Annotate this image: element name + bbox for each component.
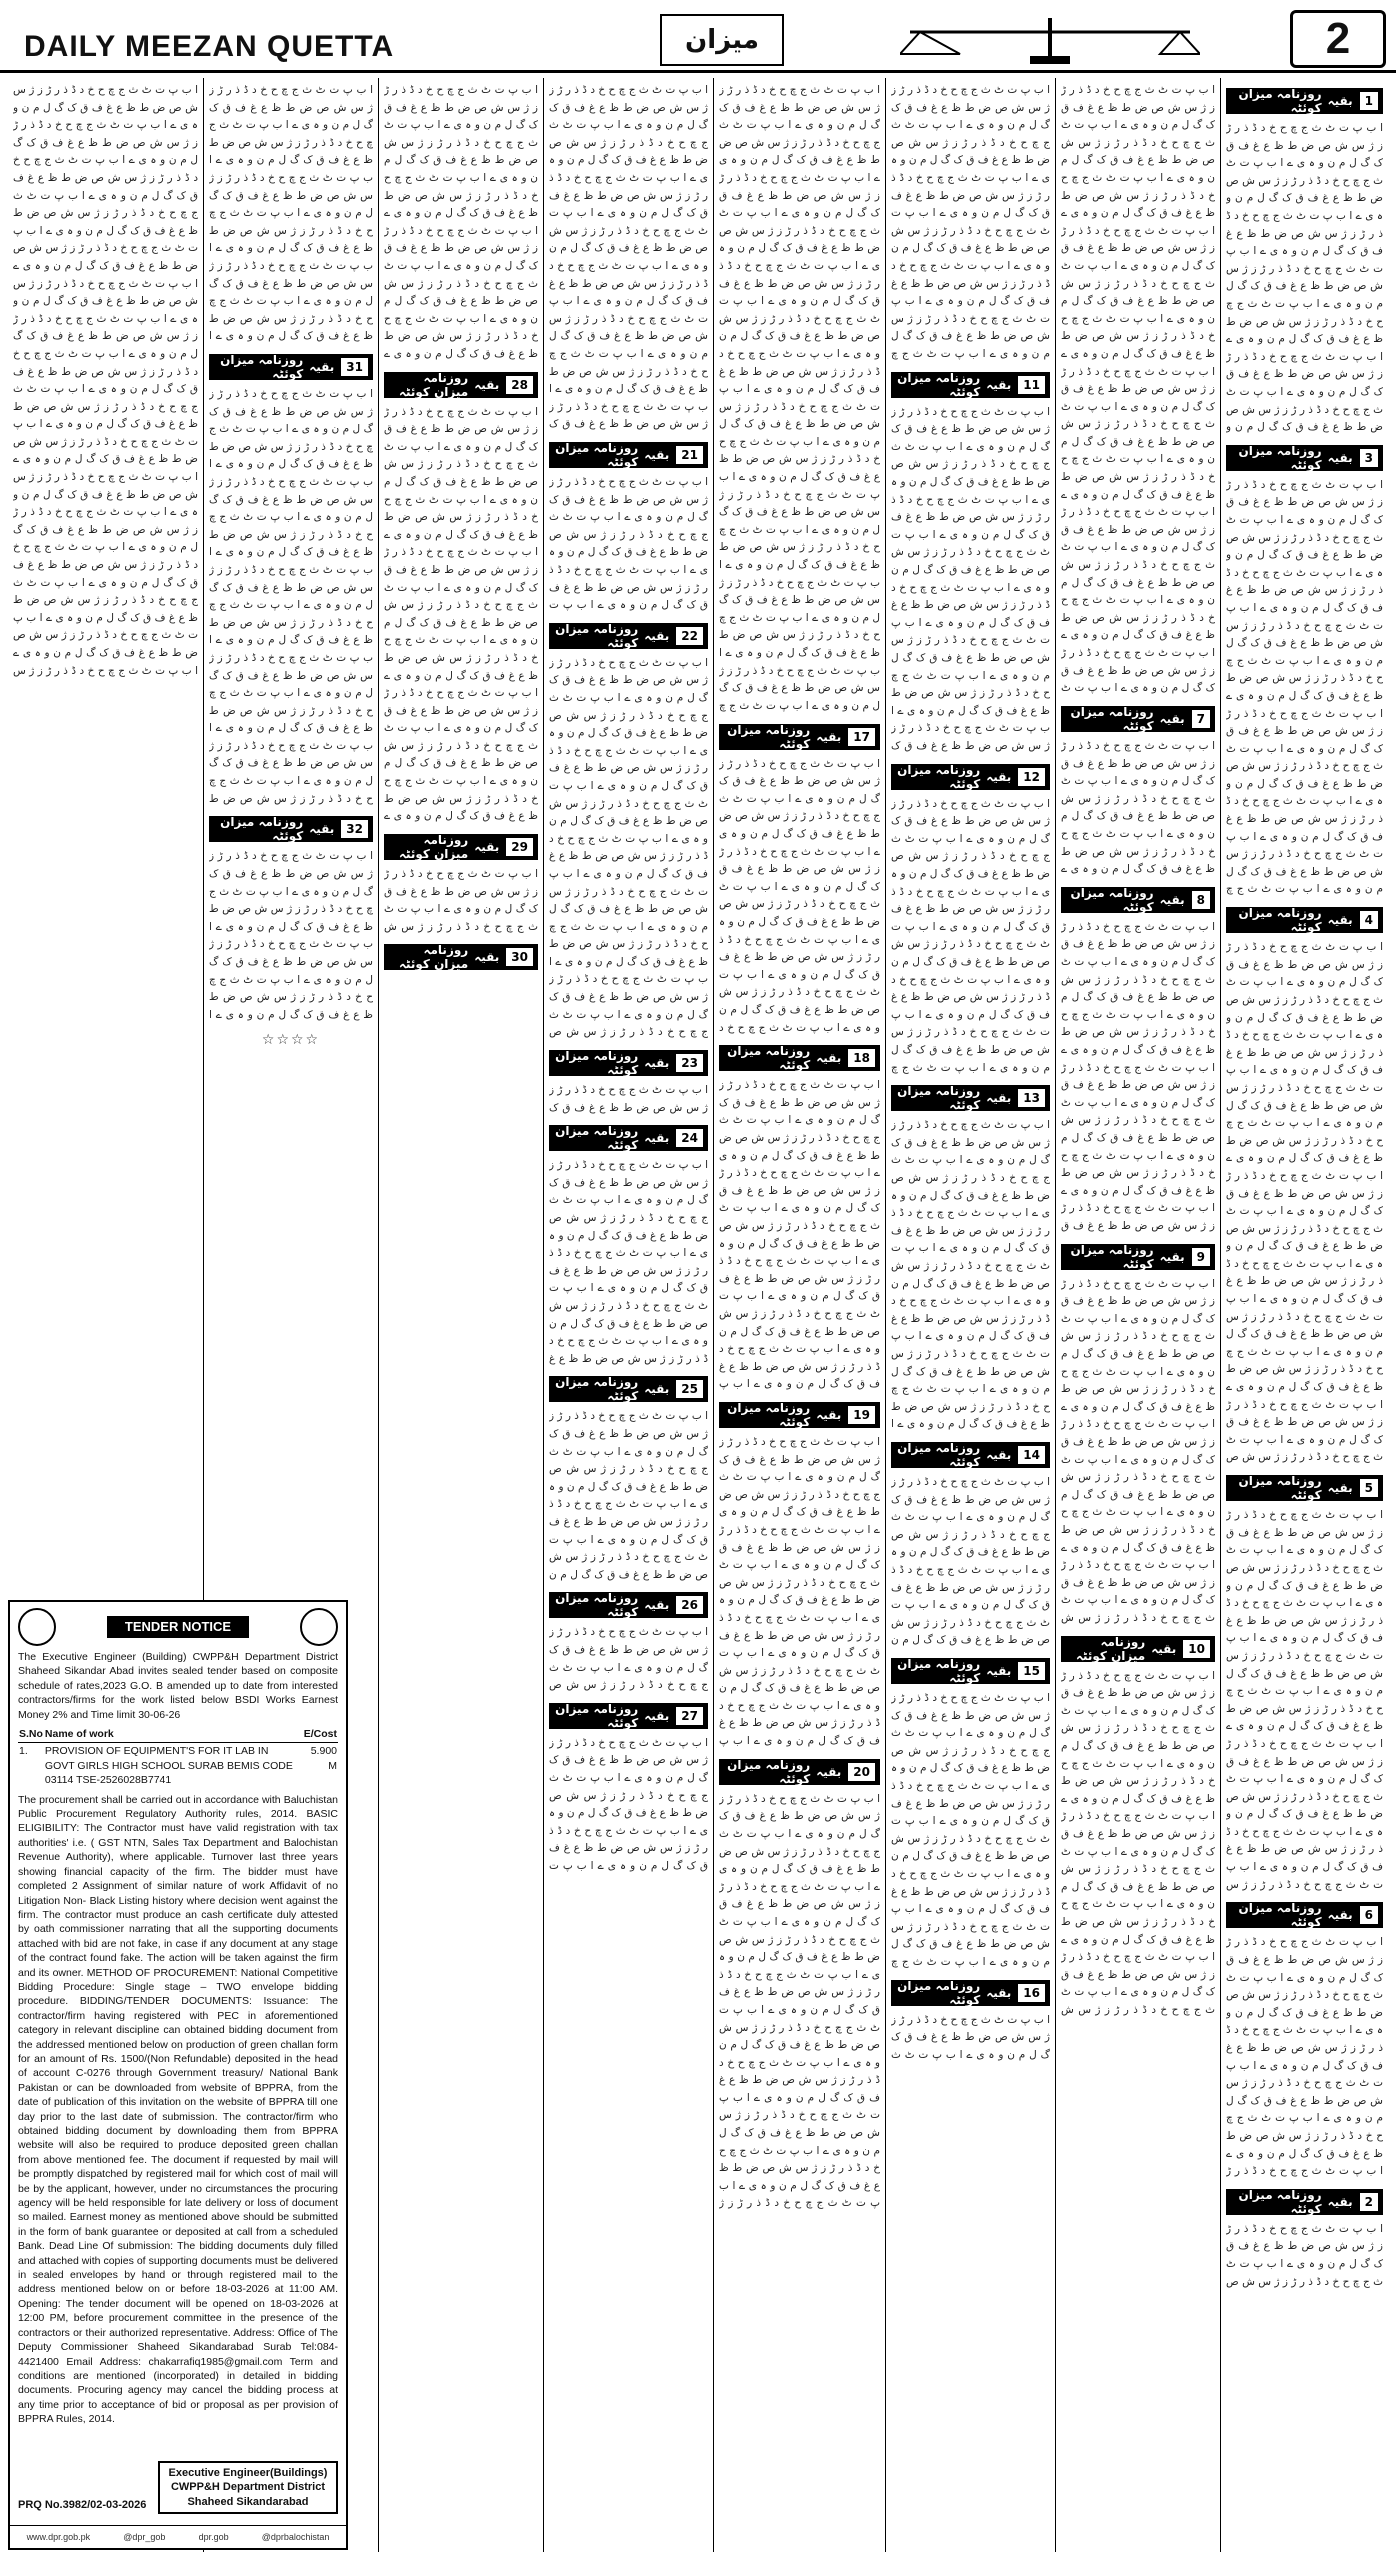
continuation-paper-name: روزنامہ میزان کوئٹہ <box>1238 87 1322 115</box>
continuation-number: 22 <box>675 626 704 646</box>
continuation-paper-name: روزنامہ میزان کوئٹہ <box>727 1400 811 1429</box>
continuation-paper-name: روزنامہ میزان کوئٹہ <box>897 1084 981 1113</box>
continuation-paper-name: روزنامہ میزان کوئٹہ <box>398 832 469 861</box>
article-text: ا ب پ ت ٹ ث ج چ ح خ د ڈ ذ ر ڑ ز ژ س ش ص ض ط ظ ع غ ف ق ک گ ل م ن و ہ ی ے ا ب پ ت ٹ ث ج چ ح خ د ڈ ذ ر ڑ ز ژ س ش ص ض ط ظ ع غ ف ق ک گ ل م ن و ہ ی ے ا ب پ ت ٹ ث ج چ ح خ د ڈ ذ ر ڑ ز ژ س ش ص ض ط ظ ع غ ف ق ک گ ل م ن و ہ ی ے ا ب پ ت ٹ ث ج چ ح خ د ڈ ذ ر ڑ ز ژ س ش ص ض ط ظ ع غ ف ق ک گ ل م ن و ہ ی ے ا ب پ ت ٹ ث ج چ ح خ د ڈ ذ ر ڑ ز ژ س ش ص ض ط ظ ع غ ف ق ک گ ل م ن و ہ ی ے ا ب پ ت ٹ ث ج چ ح خ د ڈ ذ ر ڑ ز ژ س ش ص ض ط ظ ع غ ف ق ک گ ل م ن و ہ ی ے ا ب پ ت ٹ ث ج چ ح خ د ڈ ذ ر ڑ ز ژ س ش ص ض ط ظ ع غ ف ق ک گ ل م ن و ہ ی ے ا ب پ ت ٹ ث ج چ ح خ د ڈ ذ ر ڑ ز ژ س ش ص ض ط ظ ع غ ف ق ک <box>891 405 1050 752</box>
table-header-cost: E/Cost <box>301 1726 338 1743</box>
table-header-sno: S.No <box>18 1726 44 1743</box>
continuation-label <box>549 1703 708 1729</box>
continuation-label <box>549 1050 708 1076</box>
continuation-prefix: بقیہ <box>986 1447 1012 1462</box>
article-text: ا ب پ ت ٹ ث ج چ ح خ د ڈ ذ ر ڑ ز ژ س ش ص ض ط ظ ع غ ف ق ک گ ل م ن و ہ ی ے ا ب پ ت ٹ ث ج چ ح خ د ڈ ذ ر ڑ ز ژ س ش ص ض ط ظ ع غ ف ق ک گ ل م ن و ہ ی ے ا ب پ ت ٹ ث ج چ ح خ د ڈ ذ ر ڑ ز ژ س ش ص ض ط ظ ع غ ف ق ک گ ل م ن و ہ ی ے ا ب پ ت ٹ ث ج چ ح خ د ڈ ذ ر ڑ ز ژ س ش ص ض ط ظ ع غ ف ق ک گ ل م ن و ہ ی ے ا ب پ ت ٹ ث ج چ ح خ د ڈ ذ ر ڑ ز ژ س ش ص ض ط ظ ع غ ف ق ک گ ل م ن و ہ ی ے ا ب پ ت ٹ ث ج چ ح خ د ڈ ذ ر ڑ ز ژ س ش ص ض ط ظ ع غ ف ق ک گ ل م ن و ہ ی ے ا ب پ ت ٹ ث ج چ ح خ د ڈ ذ ر ڑ ز ژ س ش ص ض ط ظ ع غ ف ق ک گ ل م ن و ہ ی ے ا ب پ ت ٹ ث ج چ ح خ د ڈ ذ ر ڑ ز ژ س ش ص ض ط ظ ع غ ف ق ک گ ل م ن و ہ ی ے ا ب پ ت ٹ ث ج چ ح خ د ڈ ذ ر ڑ ز ژ س ش ص ض ط ظ ع غ ف ق ک گ ل م ن و ہ ی ے ا ب پ ت ٹ ث ج چ ح خ د ڈ ذ ر ڑ ز ژ س ش ص ض ط ظ ع غ ف ق ک گ ل م ن و ہ ی ے ا ب پ ت ٹ ث ج چ ح خ د ڈ ذ ر ڑ ز ژ س ش ص ض ط ظ ع غ ف ق ک گ ل م ن و ہ ی ے ا ب پ ت ٹ ث ج چ ح خ د ڈ ذ ر ڑ ز ژ س ش ص <box>1226 941 1383 1464</box>
continuation-number: 1 <box>1359 91 1379 111</box>
continuation-label <box>891 1085 1050 1111</box>
continuation-number: 2 <box>1359 2192 1379 2212</box>
newspaper-title: DAILY MEEZAN QUETTA <box>24 30 395 63</box>
column-4 <box>713 78 885 2552</box>
continuation-prefix: بقیہ <box>816 1407 842 1422</box>
column-6 <box>378 78 543 2552</box>
article-text: ا ب پ ت ٹ ث ج چ ح خ د ڈ ذ ر ڑ ز ژ س ش ص ض ط ظ ع غ ف ق ک گ ل م ن و ہ ی ے ا ب پ ت ٹ ث ج چ ح خ د ڈ ذ ر ڑ ز ژ س ش ص ض ط ظ ع غ ف ق ک گ ل م ن و ہ ی ے ا ب پ ت ٹ ث ج چ ح خ د ڈ ذ ر ڑ ز ژ س ش ص ض ط ظ ع غ ف ق ک گ ل م ن و ہ ی ے ا ب پ ت ٹ ث ج چ ح خ د ڈ ذ ر ڑ ز ژ س ش ص ض ط ظ ع غ ف ق ک گ ل م ن <box>549 1410 708 1581</box>
continuation-paper-name: روزنامہ میزان کوئٹہ <box>555 1375 639 1404</box>
footer-twitter-handle[interactable]: @dpr_gob <box>123 2531 166 2542</box>
continuation-paper-name: روزنامہ میزان کوئٹہ <box>1070 885 1154 914</box>
continuation-paper-name: روزنامہ میزان کوئٹہ <box>897 370 981 399</box>
continuation-label <box>891 1658 1050 1684</box>
continuation-number: 5 <box>1359 1478 1379 1498</box>
continuation-paper-name: روزنامہ میزان کوئٹہ <box>555 1591 639 1620</box>
tender-intro: The Executive Engineer (Building) CWPP&H Department District Shaheed Sikandar Abad invites sealed tender based on composite schedule of rates,2023 G.O. B amended up to date from interested contractors/firms for the work listed below BSDI Works Earnest Money 2% and Time limit 30-06-26 <box>18 1651 338 1721</box>
continuation-paper-name: روزنامہ میزان کوئٹہ <box>1238 906 1322 935</box>
section-divider-stars: ☆☆☆☆ <box>261 1032 321 1049</box>
continuation-label <box>1226 1902 1383 1928</box>
article-text: ا ب پ ت ٹ ث ج چ ح خ د ڈ ذ ر ڑ ز ژ س ش ص ض ط ظ ع غ ف ق ک گ ل م ن و ہ ی ے ا ب پ ت ٹ ث ج چ ح خ د ڈ ذ ر ڑ ز ژ س ش ص ض ط ظ ع غ ف ق ک گ ل م ن و ہ ی ے ا ب پ ت ٹ ث ج چ ح خ د ڈ ذ ر ڑ ز ژ س ش ص ض ط ظ ع غ ف ق ک گ ل م ن و ہ ی ے ا ب پ ت ٹ ث ج چ ح خ د ڈ ذ ر ڑ ز ژ س ش ص ض ط ظ ع غ ف ق ک گ ل م ن و ہ ی ے ا ب پ ت ٹ ث ج چ ح خ د ڈ ذ ر ڑ ز ژ س ش ص ض ط ظ ع غ ف ق ک گ ل م ن و ہ ی ے ا ب پ ت ٹ ث ج چ ح خ د ڈ ذ ر ڑ ز ژ س ش ص ض ط ظ ع غ ف ق ک گ ل م ن و ہ ی ے ا ب پ ت ٹ ث ج چ ح خ د ڈ ذ ر ڑ ز ژ س ش ص ض ط ظ ع غ ف ق ک گ ل م ن و ہ ی ے ا ب پ ت ٹ ث ج چ ح خ د ڈ ذ ر ڑ ز ژ س ش ص ض ط ظ ع غ ف ق ک گ ل م ن و ہ ی ے ا ب پ ت ٹ ث ج چ ح خ د ڈ ذ ر ڑ ز ژ س ش ص ض ط ظ ع غ ف ق ک گ ل م ن و ہ ی ے ا ب پ ت ٹ ث ج چ ح خ د ڈ ذ ر ڑ ز ژ س ش ص ض ط ظ ع غ ف ق ک گ ل م ن و ہ ی ے ا ب پ ت ٹ ث ج چ ح خ د ڈ ذ ر ڑ ز ژ س ش ص ض ط ظ ع غ ف ق ک گ ل م ن و ہ ی ے ا ب پ ت ٹ ث ج چ ح خ د ڈ ذ ر ڑ ز ژ س ش ص ض ط ظ ع غ ف ق ک گ ل م ن و ہ ی ے ا ب پ ت ٹ ث ج چ ح خ د ڈ ذ ر ڑ ز ژ س ش ص ض ط ظ ع غ ف ق ک گ ل م ن و ہ ی ے ا ب پ ت ٹ ث ج چ ح خ د ڈ ذ ر ڑ ز ژ س ش ص ض ط ظ ع غ ف ق ک گ ل م ن و ہ ی ے ا ب پ ت ٹ ث ج چ ح خ د ڈ ذ ر ڑ ز ژ س ش ص ض ط ظ ع غ ف ق ک گ ل م ن و ہ ی ے ا ب پ ت ٹ ث ج چ ح خ د ڈ ذ ر ڑ ز ژ س <box>13 84 198 677</box>
article-text: ا ب پ ت ٹ ث ج چ ح خ د ڈ ذ ر ڑ ز ژ س ش ص ض ط ظ ع غ ف ق ک گ ل م ن و ہ ی ے ا ب پ ت ٹ ث ج چ ح خ د ڈ ذ ر ڑ ز ژ س ش ص ض ط ظ ع غ ف ق ک گ ل م ن و ہ ی ے ا ب پ ت ٹ ث ج چ ح خ د ڈ ذ ر ڑ ز ژ س ش ص ض ط ظ ع غ ف ق ک گ ل م ن و ہ ی ے ا ب پ ت ٹ ث ج چ ح خ د ڈ ذ ر ڑ ز ژ س ش ص ض ط ظ ع غ ف ق ک گ ل م ن و ہ ی ے ا ب پ ت ٹ ث ج چ ح خ د ڈ ذ ر ڑ ز ژ س ش ص ض ط ظ ع غ ف ق ک گ ل م ن و ہ ی ے ا ب پ ت ٹ ث ج چ ح خ د ڈ ذ ر ڑ ز ژ س ش ص ض ط ظ ع غ ف ق ک گ ل م ن و ہ ی ے ا ب پ ت ٹ ث ج چ ح خ د ڈ ذ ر ڑ ز ژ س ش ص ض ط ظ ع غ ف ق ک گ ل م ن و ہ ی ے ا ب پ <box>719 1435 880 1748</box>
article-text: ا ب پ ت ٹ ث ج چ ح خ د ڈ ذ ر ڑ ز ژ س ش ص ض ط ظ ع غ ف ق ک گ ل م ن و ہ ی ے ا ب پ ت ٹ ث ج چ ح خ د ڈ ذ ر ڑ ز ژ س ش ص ض ط ظ ع غ ف ق ک گ ل م ن و ہ ی ے ا ب پ ت ٹ ث ج چ ح خ د ڈ ذ ر ڑ ز ژ س ش ص ض ط ظ ع غ ف ق ک گ ل م ن و ہ ی ے ا ب پ ت ٹ ث ج چ ح خ د ڈ ذ ر ڑ ز ژ س ش ص ض ط ظ ع غ ف ق ک گ ل م ن و ہ ی ے ا ب پ ت ٹ ث ج چ ح خ د ڈ ذ ر ڑ ز ژ س ش ص ض ط ظ ع غ ف ق ک گ ل م ن و ہ ی ے ا ب پ ت ٹ ث ج چ ح خ د ڈ ذ ر ڑ ز ژ س ش ص ض ط ظ ع غ ف ق ک گ ل م ن و ہ ی ے ا ب پ ت ٹ ث ج چ ح خ د ڈ ذ ر ڑ ز ژ س ش ص ض ط ظ ع غ ف ق ک گ ل م ن و ہ ی ے ا ب پ ت ٹ ث ج چ ح خ د ڈ ذ ر ڑ ز ژ س ش ص ض ط ظ ع غ ف ق ک گ ل م ن و ہ ی ے ا ب پ ت ٹ ث ج چ ح خ د ڈ ذ ر ڑ ز ژ س ش ص ض ط ظ ع غ ف ق ک گ ل م ن و ہ ی ے ا ب پ ت ٹ ث ج چ ح خ د ڈ ذ ر ڑ ز ژ س ش ص ض ط ظ ع غ ف ق ک گ ل م ن و ہ ی ے ا ب پ ت ٹ ث ج چ ح خ د ڈ ذ ر ڑ ز ژ س ش ص ض ط ظ ع غ ف ق ک گ ل م ن و ہ ی ے ا ب پ ت ٹ ث ج چ ح خ د ڈ ذ ر ڑ ز ژ س ش ص ض ط ظ ع غ ف ق ک گ ل م ن و ہ ی ے ا ب پ ت ٹ ث ج چ ح خ د ڈ ذ ر ڑ ز ژ س ش ص ض ط ظ ع غ ف ق ک گ ل م ن و ہ ی ے ا ب پ ت ٹ <box>1061 84 1215 695</box>
continuation-label <box>384 834 538 860</box>
continuation-number: 24 <box>675 1128 704 1148</box>
article-text: ا ب پ ت ٹ ث ج چ ح خ د ڈ ذ ر ڑ ز ژ س ش ص ض ط ظ ع غ ف ق ک گ ل م ن و ہ ی ے ا ب پ ت ٹ ث ج چ ح خ د ڈ ذ ر ڑ ز ژ س ش ص ض ط ظ ع غ ف ق ک گ ل م ن و ہ ی ے ا ب پ ت ٹ ث ج چ ح خ د ڈ ذ ر ڑ ز ژ س ش ص ض ط ظ ع غ ف ق ک گ ل م ن و ہ ی ے ا ب پ ت ٹ ث ج چ ح خ د ڈ ذ ر ڑ ز ژ س ش ص ض ط ظ ع غ ف ق ک گ ل م ن و ہ ی ے ا ب پ ت ٹ ث ج چ ح خ د ڈ ذ ر ڑ ز ژ س ش ص ض ط ظ ع غ ف ق ک گ ل م ن و ہ ی ے ا ب پ ت ٹ ث ج چ ح خ د ڈ ذ ر ڑ ز ژ س ش ص ض ط ظ ع غ ف ق ک گ ل م ن و ہ ی ے ا ب پ ت ٹ ث ج چ ح خ د ڈ ذ ر ڑ ز ژ س ش ص ض ط ظ ع غ ف ق ک گ ل م ن و ہ ی ے ا ب پ <box>719 1079 880 1391</box>
continuation-number: 11 <box>1017 375 1046 395</box>
continuation-prefix: بقیہ <box>816 1051 842 1066</box>
article-text: ا ب پ ت ٹ ث ج چ ح خ د ڈ ذ ر ڑ ز ژ س ش ص ض ط ظ ع غ ف ق ک گ ل م ن و ہ ی ے ا ب پ ت ٹ ث <box>891 2013 1050 2061</box>
continuation-label <box>209 816 373 842</box>
article-text: ا ب پ ت ٹ ث ج چ ح خ د ڈ ذ ر ڑ ز ژ س ش ص ض ط ظ ع غ ف ق ک گ ل م ن و ہ ی ے ا ب پ ت ٹ ث ج چ ح خ د ڈ ذ ر ڑ ز ژ س ش ص ض ط ظ ع غ ف ق ک گ ل م ن و ہ ی ے ا ب پ ت ٹ ث ج چ ح خ د ڈ ذ ر ڑ ز ژ س ش ص ض ط ظ ع غ ف ق ک گ ل م ن و ہ ی ے ا ب پ ت ٹ ث ج چ ح خ د ڈ ذ ر ڑ ز ژ س ش ص ض ط ظ ع غ ف ق ک گ ل م ن و ہ ی ے ا ب پ ت ٹ ث ج چ ح خ د ڈ ذ ر ڑ ز ژ س ش ص ض ط ظ ع غ ف ق ک گ ل م ن و ہ ی ے ا ب پ ت ٹ ث ج چ ح خ د ڈ ذ ر ڑ ز ژ س ش ص ض ط ظ ع غ ف ق ک گ ل م ن و ہ ی ے ا ب پ ت ٹ ث ج چ ح خ د ڈ ذ ر ڑ ز ژ س ش ص ض ط ظ ع غ ف ق ک گ ل م ن و ہ ی ے ا ب پ ت ٹ ث ج چ ح خ د ڈ ذ ر ڑ ز ژ س ش ص ض ط ظ ع غ ف ق ک گ ل م ن و ہ ی ے ا ب پ ت ٹ ث ج چ ح خ د ڈ ذ ر ڑ ز ژ س ش ص ض ط ظ ع غ ف ق ک گ ل م ن و ہ ی ے <box>384 405 538 823</box>
continuation-prefix: بقیہ <box>1327 2194 1353 2209</box>
continuation-label <box>719 1402 880 1428</box>
continuation-number: 6 <box>1359 1905 1379 1925</box>
continuation-prefix: بقیہ <box>1151 1641 1177 1656</box>
continuation-number: 28 <box>505 375 534 395</box>
article-text: ا ب پ ت ٹ ث ج چ ح خ د ڈ ذ ر ڑ ز ژ س ش ص ض ط ظ ع غ ف ق ک گ ل م ن و ہ ی ے ا ب پ ت ٹ ث ج چ ح خ د ڈ ذ ر ڑ ز ژ س ش <box>384 867 538 933</box>
continuation-prefix: بقیہ <box>986 1663 1012 1678</box>
continuation-number: 18 <box>847 1048 876 1068</box>
continuation-number: 23 <box>675 1053 704 1073</box>
article-text: ا ب پ ت ٹ ث ج چ ح خ د ڈ ذ ر ڑ ز ژ س ش ص ض ط ظ ع غ ف ق ک گ ل م ن و ہ ی ے ا ب پ ت ٹ ث ج چ ح خ د ڈ ذ ر ڑ ز ژ س ش ص <box>1226 2222 1383 2288</box>
continuation-label <box>209 354 373 380</box>
continuation-prefix: بقیہ <box>1159 892 1185 907</box>
article-text: ا ب پ ت ٹ ث ج چ ح خ د ڈ ذ ر ڑ ز ژ س ش ص ض ط ظ ع غ ف ق ک گ ل م ن و ہ ی ے ا ب پ ت ٹ ث ج چ ح خ د ڈ ذ ر ڑ ز ژ س ش ص ض ط ظ ع غ ف ق ک گ ل م ن و ہ ی ے ا ب پ ت ٹ ث ج چ ح خ د ڈ ذ ر ڑ ز ژ س ش ص ض ط ظ ع غ ف ق ک گ ل م ن و ہ ی ے ا ب پ ت ٹ ث ج چ ح خ د ڈ ذ ر ڑ ز ژ س ش ص ض ط ظ ع غ ف ق ک گ ل م ن و ہ ی ے ا ب پ ت ٹ ث ج چ ح خ د ڈ ذ ر ڑ ز ژ س ش ص ض ط ظ ع غ ف ق ک گ ل م ن و ہ ی ے ا ب پ ت ٹ ث ج چ ح خ د ڈ ذ ر ڑ ز ژ س ش ص ض ط ظ ع غ ف ق ک گ ل م ن و ہ ی ے ا ب پ ت ٹ ث ج چ ح خ د ڈ ذ ر ڑ ز ژ س ش ص ض ط ظ ع غ ف ق <box>1061 920 1215 1232</box>
article-text: ا ب پ ت ٹ ث ج چ ح خ د ڈ ذ ر ڑ ز ژ س ش ص ض ط ظ ع غ ف ق ک گ ل م ن و ہ ی ے ا ب پ ت ٹ ث ج چ ح خ د ڈ ذ ر ڑ ز ژ س ش ص ض ط ظ ع غ ف ق ک گ ل م ن و ہ ی ے ا ب پ ت ٹ ث ج چ ح خ د ڈ ذ ر ڑ ز ژ س ش ص ض ط ظ ع غ ف ق ک گ ل م ن و ہ ی ے ا ب پ ت ٹ ث ج چ ح خ د ڈ ذ ر ڑ ز ژ س ش ص ض ط ظ ع غ ف ق ک گ ل م ن و ہ ی ے ا ب پ ت ٹ ث ج چ ح خ د ڈ ذ ر ڑ ز ژ س ش ص ض ط ظ ع غ <box>549 1159 708 1365</box>
continuation-prefix: بقیہ <box>986 1091 1012 1106</box>
article-text: ا ب پ ت ٹ ث ج چ ح خ د ڈ ذ ر ڑ ز ژ س ش ص ض ط ظ ع غ ف ق ک گ ل م ن و ہ ی ے ا ب پ ت ٹ ث ج چ ح خ د ڈ ذ ر ڑ ز ژ س ش ص ض ط ظ ع غ ف ق ک گ ل م ن و ہ ی ے ا ب پ ت ٹ ث ج چ ح خ د ڈ ذ ر ڑ ز ژ س ش ص ض ط ظ ع غ ف ق ک گ ل م ن و ہ ی ے ا ب پ ت <box>549 1736 708 1872</box>
continuation-label <box>719 724 880 750</box>
continuation-paper-name: روزنامہ میزان کوئٹہ <box>897 1656 981 1685</box>
article-text: ا ب پ ت ٹ ث ج چ ح خ د ڈ ذ ر ڑ ز ژ س ش ص ض ط ظ ع غ ف ق ک گ ل م ن و ہ ی ے ا ب پ ت ٹ ث ج چ ح خ د ڈ ذ ر ڑ ز ژ س ش ص ض ط ظ ع غ ف ق ک گ ل م ن و ہ ی ے ا ب پ ت ٹ ث ج چ ح خ د ڈ ذ ر ڑ ز ژ س ش ص ض ط ظ ع غ ف ق ک گ ل م ن و ہ ی ے ا ب پ ت ٹ ث ج چ ح خ د ڈ ذ ر ڑ ز ژ س ش ص ض ط ظ ع غ ف ق ک گ ل م ن و ہ ی ے ا ب پ ت ٹ ث ج چ ح خ د ڈ ذ ر ڑ ز ژ س ش ص ض ط ظ ع غ ف ق ک گ ل م ن و ہ ی ے ا ب پ ت ٹ ث ج چ ح خ د ڈ ذ ر ڑ ز ژ س ش ص ض ط ظ ع غ ف ق ک گ ل م ن و ہ ی ے ا ب پ ت ٹ ث ج چ ح خ د ڈ ذ ر ڑ ز ژ س ش ص ض ط ظ ع غ ف ق ک گ ل م ن و ہ ی ے ا <box>891 1119 1050 1431</box>
continuation-prefix: بقیہ <box>474 377 500 392</box>
continuation-number: 7 <box>1191 709 1211 729</box>
footer-facebook-handle[interactable]: dpr.gob <box>198 2531 229 2542</box>
continuation-label <box>549 1592 708 1618</box>
article-text: ا ب پ ت ٹ ث ج چ ح خ د ڈ ذ ر ڑ ز ژ س ش ص ض ط ظ ع غ ف ق ک گ ل م ن و ہ ی ے ا ب پ ت ٹ ث ج چ ح خ د ڈ ذ ر ڑ ز ژ س ش ص ض ط ظ ع غ ف ق ک گ ل م ن و ہ ی ے ا ب پ ت ٹ ث ج چ ح خ د ڈ ذ ر ڑ ز ژ س ش ص ض ط ظ ع غ ف ق ک گ ل م ن و ہ ی ے ا ب پ ت ٹ ث ج چ ح خ د ڈ ذ ر ڑ ز ژ س ش ص ض ط ظ ع غ ف ق ک گ ل م ن و ہ ی ے ا ب پ ت ٹ ث ج چ ح خ د ڈ ذ ر ڑ ز ژ س ش ص ض ط ظ ع غ ف ق ک گ ل م ن و ہ ی ے ا ب پ ت ٹ ث ج چ ح خ د ڈ ذ ر ڑ ز ژ س ش ص ض ط ظ ع غ ف ق ک گ ل م ن و ہ ی ے ا ب پ ت ٹ ث ج چ ح خ د ڈ ذ ر ڑ ز ژ س ش ص ض ط ظ ع غ ف ق ک گ ل م ن و ہ ی ے ا ب پ ت ٹ ث ج چ ح خ د ڈ ذ ر ڑ ز ژ س ش ص ض ط ظ ع غ ف ق ک <box>549 84 708 431</box>
continuation-prefix: بقیہ <box>644 1055 670 1070</box>
continuation-number: 32 <box>340 819 369 839</box>
continuation-label <box>1061 1244 1215 1270</box>
continuation-paper-name: روزنامہ میزان کوئٹہ <box>398 370 469 399</box>
continuation-number: 4 <box>1359 910 1379 930</box>
table-row <box>18 1743 338 1789</box>
continuation-prefix: بقیہ <box>1159 712 1185 726</box>
continuation-label <box>891 764 1050 790</box>
continuation-paper-name: روزنامہ میزان کوئٹہ <box>1238 2187 1322 2216</box>
continuation-number: 25 <box>675 1379 704 1399</box>
continuation-label <box>891 1442 1050 1468</box>
article-text: ا ب پ ت ٹ ث ج چ ح خ د ڈ ذ ر ڑ ز ژ س ش ص ض ط ظ ع غ ف ق ک گ ل م ن و ہ ی ے ا ب پ ت ٹ ث ج چ ح خ د ڈ ذ ر ڑ ز ژ س ش ص ض ط ظ ع غ ف ق ک گ ل م ن و ہ ی ے ا ب پ ت ٹ ث ج چ ح خ د ڈ ذ ر ڑ ز ژ س ش ص ض ط ظ ع غ ف ق ک گ ل م ن و ہ ی ے ا ب پ ت ٹ ث ج چ ح خ د ڈ ذ ر ڑ ز ژ س ش ص ض ط ظ ع غ ف ق ک گ ل م ن و ہ ی ے ا <box>209 850 373 1021</box>
continuation-prefix: بقیہ <box>1159 1249 1185 1264</box>
continuation-label <box>384 944 538 970</box>
article-text: ا ب پ ت ٹ ث ج چ ح خ د ڈ ذ ر ڑ ز ژ س ش ص ض ط ظ ع غ ف ق ک گ ل م ن و ہ ی ے ا ب پ ت ٹ ث ج چ ح خ د ڈ ذ ر ڑ ز ژ س ش ص ض ط ظ ع غ ف ق ک گ ل م ن و ہ ی ے ا ب پ ت ٹ ث ج چ ح خ د ڈ ذ ر ڑ ز ژ س ش ص ض ط ظ ع غ ف ق ک گ ل م ن و ہ ی ے ا ب پ ت ٹ ث ج چ ح خ د ڈ ذ ر ڑ ز ژ س ش ص ض ط ظ ع غ ف ق ک گ ل م ن و ہ ی ے ا ب پ ت ٹ ث ج چ ح خ د ڈ ذ ر ڑ ز ژ س ش ص ض ط ظ ع غ ف ق ک گ ل م ن و ہ ی ے ا ب پ ت ٹ ث ج چ ح خ د ڈ ذ ر ڑ ز ژ س ش ص ض ط ظ ع غ ف ق ک گ ل م ن و ہ ی ے ا ب پ ت ٹ ث ج چ <box>891 797 1050 1074</box>
article-text: ا ب پ ت ٹ ث ج چ ح خ د ڈ ذ ر ڑ ز ژ س ش ص ض ط ظ ع غ ف ق ک گ ل م ن و ہ ی ے ا ب پ ت ٹ ث ج چ ح خ د ڈ ذ ر ڑ ز ژ س ش ص ض ط ظ ع غ ف ق ک گ ل م ن و ہ ی ے ا ب پ ت ٹ ث ج چ ح خ د ڈ ذ ر ڑ ز ژ س ش ص ض ط ظ ع غ ف ق ک گ ل م ن و ہ ی ے ا ب پ ت ٹ ث ج چ ح خ د ڈ ذ ر ڑ ز ژ س ش ص ض ط ظ ع غ ف ق ک گ ل م ن و ہ ی ے ا ب پ ت ٹ ث ج چ ح خ د ڈ ذ ر ڑ ز ژ س ش ص ض ط ظ ع غ ف ق ک گ ل م ن و ہ ی ے ا ب پ ت ٹ ث ج چ ح خ د ڈ ذ ر ڑ ز ژ س ش ص ض ط ظ ع غ ف ق ک گ ل م ن و ہ ی ے ا ب پ ت ٹ ث ج چ ح خ د ڈ ذ ر ڑ ز ژ س ش ص ض ط ظ ع غ ف ق ک گ ل م ن و <box>1226 122 1383 434</box>
continuation-prefix: بقیہ <box>986 1985 1012 2000</box>
continuation-prefix: بقیہ <box>474 950 500 965</box>
footer-instagram-handle[interactable]: @dprbalochistan <box>261 2531 330 2542</box>
continuation-prefix: بقیہ <box>644 628 670 643</box>
tender-header <box>18 1608 338 1646</box>
row-work-name: PROVISION OF EQUIPMENT'S FOR IT LAB IN GOVT GIRLS HIGH SCHOOL SURAB BEMIS CODE 03114 TSE-2526028B7741 <box>44 1745 293 1787</box>
article-text: ا ب پ ت ٹ ث ج چ ح خ د ڈ ذ ر ڑ ز ژ س ش ص ض ط ظ ع غ ف ق ک گ ل م ن و ہ ی ے ا ب پ ت ٹ ث ج چ ح خ د ڈ ذ ر ڑ ز ژ س ش ص ض ط ظ ع غ ف ق ک گ ل م ن و ہ ی ے ا ب پ ت ٹ ث ج چ ح خ د ڈ ذ ر ڑ ز ژ س ش ص ض ط ظ ع غ ف ق ک گ ل م ن و ہ ی ے ا ب پ ت ٹ ث ج چ ح خ د ڈ ذ ر ڑ ز ژ س ش ص ض ط ظ ع غ ف ق ک گ ل م ن و ہ ی ے ا ب پ ت ٹ ث ج چ ح خ د ڈ ذ ر ڑ ز ژ س ش ص ض ط ظ ع غ ف ق ک گ ل م ن و ہ ی ے ا ب پ ت ٹ ث ج چ ح خ د ڈ ذ ر ڑ ز ژ س ش ص ض ط ظ ع غ ف ق ک گ ل م ن و ہ ی ے ا ب پ ت ٹ ث ج چ ح خ د ڈ ذ ر ڑ ز ژ س ش ص ض ط ظ ع غ ف ق ک گ ل م ن و ہ ی ے ا ب پ ت ٹ ث ج چ ح خ د ڈ ذ ر ڑ ز ژ س ش ص ض ط ظ ع غ ف ق ک گ ل م ن و ہ ی ے ا ب پ ت ٹ ث ج چ ح خ د ڈ ذ ر ڑ ز ژ س ش ص ض ط ظ ع غ ف ق ک گ ل م ن و ہ ی ے ا ب پ ت ٹ ث ج چ ح خ د ڈ ذ ر ڑ ز ژ س ش ص ض ط ظ ع غ ف ق ک گ ل م ن و ہ ی ے ا ب پ ت ٹ ث ج چ ح خ د ڈ ذ ر ڑ ز ژ س ش ص ض ط ظ ع غ ف ق ک گ ل م ن و ہ ی ے ا ب پ ت ٹ ث ج چ ح خ د ڈ ذ ر ڑ ز ژ س ش ص ض ط ظ ع غ ف ق ک گ ل م ن و ہ ی ے ا ب پ ت ٹ ث ج چ ح خ د ڈ ذ ر ڑ ز ژ س ش ص ض ط ظ ع غ ف ق ک گ ل م ن و ہ ی ے ا ب پ ت ٹ ث ج چ ح خ د ڈ ذ ر ڑ ز ژ س ش ص ض ط ظ ع غ ف ق ک گ ل م ن و ہ ی ے ا ب پ ت ٹ ث ج چ <box>719 84 880 712</box>
continuation-label <box>1226 88 1383 114</box>
footer-website-link[interactable]: www.dpr.gob.pk <box>26 2531 91 2542</box>
continuation-prefix: بقیہ <box>474 839 500 854</box>
tender-signature: Executive Engineer(Buildings) CWPP&H Department District Shaheed Sikandarabad <box>158 2461 338 2514</box>
newspaper-logo: میزان <box>660 14 784 66</box>
continuation-prefix: بقیہ <box>644 448 670 462</box>
column-3 <box>885 78 1055 2552</box>
continuation-paper-name: روزنامہ میزان کوئٹہ <box>727 1044 811 1073</box>
masthead <box>0 0 1396 73</box>
continuation-number: 27 <box>675 1706 704 1726</box>
continuation-prefix: بقیہ <box>816 1764 842 1779</box>
continuation-number: 13 <box>1017 1088 1046 1108</box>
continuation-label <box>549 442 708 468</box>
tender-works-table <box>18 1726 338 1789</box>
page-number: 2 <box>1290 10 1386 68</box>
continuation-paper-name: روزنامہ میزان کوئٹہ <box>897 1440 981 1469</box>
continuation-label <box>719 1759 880 1785</box>
department-logo-icon <box>300 1608 338 1646</box>
row-sno: 1. <box>19 1745 28 1758</box>
continuation-prefix: بقیہ <box>986 769 1012 784</box>
continuation-label <box>1061 706 1215 732</box>
continuation-prefix: بقیہ <box>644 1131 670 1146</box>
continuation-label <box>1061 887 1215 913</box>
continuation-number: 9 <box>1191 1247 1211 1267</box>
article-text: ا ب پ ت ٹ ث ج چ ح خ د ڈ ذ ر ڑ ز ژ س ش ص ض ط ظ ع غ ف ق ک گ ل م ن و ہ ی ے ا ب پ ت ٹ ث ج چ ح خ د ڈ ذ ر ڑ ز ژ س ش ص ض ط ظ ع غ ف ق ک گ ل م ن و ہ ی ے ا ب پ ت ٹ ث ج چ ح خ د ڈ ذ ر ڑ ز ژ س ش ص ض ط ظ ع غ ف ق ک گ ل م ن و ہ ی ے ا ب پ ت ٹ ث ج چ ح خ د ڈ ذ ر ڑ ز ژ س ش ص ض ط ظ ع غ ف ق ک گ ل م ن و ہ ی ے ا ب پ ت ٹ ث ج چ ح خ د ڈ ذ ر ڑ ز ژ س ش ص ض ط ظ ع غ ف ق ک گ ل م ن و ہ ی ے ا ب پ ت ٹ ث ج چ ح خ د ڈ ذ ر ڑ ز ژ س ش ص ض ط ظ ع غ ف ق ک گ ل م ن و ہ ی ے ا <box>209 84 373 343</box>
article-text: ا ب پ ت ٹ ث ج چ ح خ د ڈ ذ ر ڑ ز ژ س ش ص ض ط ظ ع غ ف ق ک گ ل م ن و ہ ی ے ا ب پ ت ٹ ث ج چ ح خ د ڈ ذ ر ڑ ز ژ س ش ص ض ط ظ ع غ ف ق ک گ ل م ن و ہ ی ے ا ب پ ت ٹ ث ج چ ح خ د ڈ ذ ر ڑ ز ژ س ش ص ض ط ظ ع غ ف ق ک گ ل م ن و ہ ی ے ا ب پ ت ٹ ث ج چ ح خ د ڈ ذ ر ڑ ز ژ س ش ص ض ط ظ ع غ ف ق ک گ ل م ن و ہ ی ے ا ب پ ت ٹ ث ج چ ح خ د ڈ ذ ر ڑ ز ژ س ش ص ض ط ظ ع غ ف ق ک گ ل م ن و ہ ی ے ا ب پ ت ٹ ث ج چ ح خ د ڈ ذ ر ڑ ز ژ س ش ص ض ط ظ ع غ ف ق ک گ ل م ن و ہ ی ے <box>384 84 538 360</box>
column-5 <box>543 78 713 2552</box>
government-seal-icon <box>18 1608 56 1646</box>
continuation-paper-name: روزنامہ میزان کوئٹہ <box>727 1757 811 1786</box>
tender-title: TENDER NOTICE <box>107 1616 249 1638</box>
article-text: ا ب پ ت ٹ ث ج چ ح خ د ڈ ذ ر ڑ ز ژ س ش ص ض ط ظ ع غ ف ق ک گ ل م ن و ہ ی ے ا ب پ ت ٹ ث ج چ ح خ د ڈ ذ ر ڑ ز ژ س ش ص ض ط ظ ع غ ف ق ک گ ل م ن و ہ ی ے ا ب پ ت ٹ ث ج چ ح خ د ڈ ذ ر ڑ ز ژ س ش ص ض ط ظ ع غ ف ق ک گ ل م ن و ہ ی ے ا ب پ ت ٹ ث ج چ ح خ د ڈ ذ ر ڑ ز ژ س ش ص ض ط ظ ع غ ف ق ک گ ل م ن و ہ ی ے ا ب پ ت ٹ ث ج چ ح خ د ڈ ذ ر ڑ ز ژ س ش ص ض ط ظ ع غ ف ق ک گ ل م ن و ہ ی ے ا ب پ ت ٹ ث ج چ ح خ د ڈ ذ ر ڑ ز ژ س ش ص ض ط ظ ع غ ف ق ک گ ل م ن و ہ ی ے ا ب پ ت ٹ ث ج چ <box>891 84 1050 360</box>
continuation-paper-name: روزنامہ میزان کوئٹہ <box>897 762 981 791</box>
continuation-prefix: بقیہ <box>309 822 335 837</box>
article-text: ا ب پ ت ٹ ث ج چ ح خ د ڈ ذ ر ڑ ز ژ س ش ص ض ط ظ ع غ ف ق ک گ ل م ن و ہ ی ے ا ب پ ت ٹ ث ج چ ح خ د ڈ ذ ر ڑ ز ژ س ش ص ض ط ظ ع غ ف ق ک گ ل م ن و ہ ی ے ا ب پ ت ٹ ث ج چ ح خ د ڈ ذ ر ڑ ز ژ س ش ص ض ط ظ ع غ ف ق ک گ ل م ن و ہ ی ے ا ب پ ت ٹ ث ج چ ح خ د ڈ ذ ر ڑ ز ژ س ش ص ض ط ظ ع غ ف ق ک گ ل م ن و ہ ی ے ا ب پ ت ٹ ث ج چ ح خ د ڈ ذ ر ڑ ز ژ س ش ص ض ط ظ ع غ ف ق ک گ ل م ن و ہ ی ے ا ب پ ت ٹ ث ج چ ح خ د ڈ ذ ر ڑ ز ژ س ش ص ض ط ظ ع غ ف ق ک گ ل م ن و ہ ی ے ا ب پ ت ٹ ث ج چ ح خ د ڈ ذ ر ڑ ز ژ س ش ص ض ط ظ ع غ ف ق ک گ ل م ن و ہ ی ے ا ب پ ت ٹ ث ج چ ح خ د ڈ ذ ر ڑ ز ژ س ش ص ض ط ظ ع غ ف ق ک گ ل م ن و ہ ی ے ا ب پ ت ٹ ث ج چ ح خ د ڈ ذ ر ڑ ز ژ س ش ص ض ط ظ ع غ ف ق ک گ ل م ن و ہ ی ے ا ب پ ت ٹ ث ج چ ح خ د ڈ ذ ر ڑ ز ژ <box>719 1792 880 2210</box>
article-text: ا ب پ ت ٹ ث ج چ ح خ د ڈ ذ ر ڑ ز ژ س ش ص ض ط ظ ع غ ف ق ک <box>549 1083 708 1114</box>
continuation-paper-name: روزنامہ میزان کوئٹہ <box>220 353 304 381</box>
tender-body: The procurement shall be carried out in accordance with Baluchistan Public Procurement Regulatory Authority rules, 2014. BASIC ELIGIBILITY: The Contractor must have valid registration with tax authorities' i.e. ( GST NTN, Sales Tax Department and Balochistan Revenue Authority), where applicable. Turnover last three years showing financial capacity of the firm. The bidder must have completed 2 Assignment of similar nature of work Affidavit of no Litigation Non- Black Listing history where decision went against the firm. The contractor must produce an cash certificate duly attested by oath commissioner narrating that all the supporting documents attached with bid are not fake, in case if any document at any stage of the contract found fake. The action will be taken against the firm and its owner. METHOD OF PROCUREMENT: National Competitive Bidding Procedure: Single stage – TWO envelope bidding procedure. BIDDING/TENDER DOCUMENTS: Issuance: The contractor/firm having registered with PEC in aforementioned category in relevant discipline can obtained bidding document from the addressed mentioned below on production of green challan form for an amount of Rs. 1500/(Non Refundable) deposited in the head of account C-0276 through Government treasury/ National Bank Pakistan or can be downloaded from website of BPPRA, from the date of publication of this invitation on the website of BPPRA till one day prior to the last date of submission. The contractor/firm who obtained bidding document by downloading them from BPPRA website will also be required to produce deposited green challan from above mentioned fee. The document if requested by mail will be promptly dispatched by registered mail for which cost of mail will be by the applicant, however, under no circumstances the procuring agency will be held responsible for late delivery or loss of document so mailed. Earnest money as mentioned above should be submitted in the form of bank guarantee or deposited at call from a scheduled Bank. Dead Line Of submission: The bidding documents duly filled and attached with copies of supporting documents must be delivered in sealed envelopes by hand or through registered mail to the address mentioned below on or before 18-03-2026 at 11:00 AM. Opening: The tender document will be opened on 18-03-2026 at 12:00 PM, before procurement committee in the presence of the contractors or their authorized representative. Address: Office of The Deputy Commissioner Shaheed Sikandarabad Surab Tel:084-4421400 Email Address: chakarrafiq1985@gmail.com Term and conditions are mentioned (incorporated) in detailed in bidding documents. Procuring agency may cancel the bidding process at any time prior to acceptance of bid or proposal as per provision of BPPRA Rules, 2014. <box>18 1793 338 2426</box>
continuation-paper-name: روزنامہ میزان کوئٹہ <box>1070 1242 1154 1271</box>
continuation-prefix: بقیہ <box>644 1382 670 1397</box>
tender-notice <box>8 1600 348 2550</box>
continuation-prefix: بقیہ <box>1327 450 1353 465</box>
continuation-prefix: بقیہ <box>1327 1908 1353 1923</box>
continuation-paper-name: روزنامہ میزان کوئٹہ <box>555 441 639 469</box>
row-cost: 5.900 M <box>310 1745 337 1772</box>
prq-number: PRQ No.3982/02-03-2026 <box>18 2498 147 2511</box>
continuation-label <box>1226 1475 1383 1501</box>
scales-of-justice-icon <box>900 10 1200 66</box>
continuation-number: 16 <box>1017 1983 1046 2003</box>
continuation-prefix: بقیہ <box>644 1598 670 1613</box>
continuation-prefix: بقیہ <box>1327 1481 1353 1496</box>
continuation-number: 8 <box>1191 890 1211 910</box>
continuation-number: 10 <box>1182 1639 1211 1659</box>
continuation-prefix: بقیہ <box>816 729 842 744</box>
continuation-paper-name: روزنامہ میزان کوئٹہ <box>220 815 304 844</box>
continuation-number: 3 <box>1359 448 1379 468</box>
continuation-paper-name: روزنامہ میزان کوئٹہ <box>555 1701 639 1730</box>
column-2 <box>1055 78 1220 2552</box>
continuation-label <box>719 1045 880 1071</box>
article-text: ا ب پ ت ٹ ث ج چ ح خ د ڈ ذ ر ڑ ز ژ س ش ص ض ط ظ ع غ ف ق ک گ ل م ن و ہ ی ے ا ب پ ت ٹ ث ج چ ح خ د ڈ ذ ر ڑ ز ژ س ش ص ض ط ظ ع غ ف ق ک گ ل م ن و ہ ی ے ا ب پ ت ٹ ث ج چ ح خ د ڈ ذ ر ڑ ز ژ س ش ص ض ط ظ ع غ ف ق ک گ ل م ن و ہ ی ے ا ب پ ت <box>549 476 708 612</box>
continuation-label <box>891 1980 1050 2006</box>
article-text: ا ب پ ت ٹ ث ج چ ح خ د ڈ ذ ر ڑ ز ژ س ش ص ض ط ظ ع غ ف ق ک گ ل م ن و ہ ی ے ا ب پ ت ٹ ث ج چ ح خ د ڈ ذ ر ڑ ز ژ س ش ص ض ط ظ ع غ ف ق ک گ ل م ن و ہ ی ے ا ب پ ت ٹ ث ج چ ح خ د ڈ ذ ر ڑ ز ژ س ش ص ض ط ظ ع غ ف ق ک گ ل م ن و ہ ی ے <box>1061 740 1215 876</box>
continuation-prefix: بقیہ <box>1327 913 1353 928</box>
article-text: ا ب پ ت ٹ ث ج چ ح خ د ڈ ذ ر ڑ ز ژ س ش ص ض ط ظ ع غ ف ق ک گ ل م ن و ہ ی ے ا ب پ ت ٹ ث ج چ ح خ د ڈ ذ ر ڑ ز ژ س ش ص ض ط ظ ع غ ف ق ک گ ل م ن و ہ ی ے ا ب پ ت ٹ ث ج چ ح خ د ڈ ذ ر ڑ ز ژ س ش ص ض ط ظ ع غ ف ق ک گ ل م ن و ہ ی ے ا ب پ ت ٹ ث ج چ ح خ د ڈ ذ ر ڑ ز ژ س ش ص ض ط ظ ع غ ف ق ک گ ل م ن <box>891 1475 1050 1647</box>
article-text: ا ب پ ت ٹ ث ج چ ح خ د ڈ ذ ر ڑ ز ژ س ش ص ض ط ظ ع غ ف ق ک گ ل م ن و ہ ی ے ا ب پ ت ٹ ث ج چ ح خ د ڈ ذ ر ڑ ز ژ س ش ص ض ط ظ ع غ ف ق ک گ ل م ن و ہ ی ے ا ب پ ت ٹ ث ج چ ح خ د ڈ ذ ر ڑ ز ژ س ش ص ض ط ظ ع غ ف ق ک گ ل م ن و ہ ی ے ا ب پ ت ٹ ث ج چ ح خ د ڈ ذ ر ڑ ز ژ س ش ص ض ط ظ ع غ ف ق ک گ ل م ن و ہ ی ے ا ب پ ت ٹ ث ج چ ح خ د ڈ ذ ر ڑ ز ژ س ش ص ض ط ظ ع غ ف ق ک گ ل م ن و ہ ی ے ا ب پ ت ٹ ث ج چ ح خ د ڈ ذ ر ڑ ز ژ س ش ص ض ط ظ ع غ ف ق ک گ ل م ن و ہ ی ے ا ب پ ت ٹ ث ج چ ح خ د ڈ ذ ر ڑ ز ژ س ش ص ض ط ظ ع غ ف ق ک گ ل م ن و ہ ی ے ا ب پ ت ٹ ث ج چ ح خ د ڈ ذ ر ڑ ز ژ س ش <box>1061 1277 1215 1624</box>
column-1 <box>1220 78 1388 2552</box>
article-text: ا ب پ ت ٹ ث ج چ ح خ د ڈ ذ ر ڑ ز ژ س ش ص ض ط ظ ع غ ف ق ک گ ل م ن و ہ ی ے ا ب پ ت ٹ ث ج چ ح خ د ڈ ذ ر ڑ ز ژ س ش ص ض ط ظ ع غ ف ق ک گ ل م ن و ہ ی ے ا ب پ ت ٹ ث ج چ ح خ د ڈ ذ ر ڑ ز ژ س ش ص ض ط ظ ع غ ف ق ک گ ل م ن و ہ ی ے ا ب پ ت ٹ ث ج چ ح خ د ڈ ذ ر ڑ ز ژ س ش ص ض ط ظ ع غ ف ق ک گ ل م ن و ہ ی ے ا ب پ ت ٹ ث ج چ ح خ د ڈ ذ ر ڑ ز ژ س ش ص ض ط ظ ع غ ف ق ک گ ل م ن و ہ ی ے ا ب پ ت ٹ ث ج چ ح خ د ڈ ذ ر ڑ ز ژ س ش ص ض ط ظ ع غ ف ق ک گ ل م ن و ہ ی ے ا ب پ ت ٹ ث ج چ ح خ د ڈ ذ ر ڑ ز ژ س ش ص ض ط ظ ع غ ف ق ک گ ل م ن و ہ ی ے ا ب پ ت ٹ ث ج چ ح خ د ڈ ذ ر ڑ ز ژ س ش <box>1061 1669 1215 2016</box>
continuation-prefix: بقیہ <box>309 360 335 374</box>
continuation-label <box>1226 907 1383 933</box>
continuation-number: 30 <box>505 947 534 967</box>
continuation-paper-name: روزنامہ میزان کوئٹہ <box>1238 1901 1322 1930</box>
continuation-paper-name: روزنامہ میزان کوئٹہ <box>1238 1474 1322 1503</box>
continuation-paper-name: روزنامہ میزان کوئٹہ <box>1238 443 1322 472</box>
article-text: ا ب پ ت ٹ ث ج چ ح خ د ڈ ذ ر ڑ ز ژ س ش ص ض ط ظ ع غ ف ق ک گ ل م ن و ہ ی ے ا ب پ ت ٹ ث ج چ ح خ د ڈ ذ ر ڑ ز ژ س ش ص ض ط ظ ع غ ف ق ک گ ل م ن و ہ ی ے ا ب پ ت ٹ ث ج چ ح خ د ڈ ذ ر ڑ ز ژ س ش ص ض ط ظ ع غ ف ق ک گ ل م ن و ہ ی ے ا ب پ ت ٹ ث ج چ ح خ د ڈ ذ ر ڑ ز ژ س ش ص ض ط ظ ع غ ف ق ک گ ل م ن و ہ ی ے ا ب پ ت ٹ ث ج چ ح خ د ڈ ذ ر ڑ ز ژ س ش ص ض ط ظ ع غ ف ق ک گ ل م ن و ہ ی ے ا ب پ ت ٹ ث ج چ ح خ د ڈ ذ ر ڑ ز ژ س ش ص ض ط ظ ع غ ف ق ک گ ل م ن و ہ ی ے ا ب پ ت ٹ ث ج چ ح خ د ڈ ذ ر ڑ ز ژ س ش ص ض ط ظ ع غ ف ق ک گ ل م ن و ہ ی ے ا ب پ ت ٹ ث ج چ ح خ د ڈ ذ ر ڑ ز ژ س ش ص ض ط ظ ع غ ف ق ک گ ل م ن و ہ ی ے ا ب پ ت ٹ ث ج چ ح خ د ڈ ذ ر ڑ ز ژ س ش ص <box>549 656 708 1039</box>
table-header-work: Name of work <box>44 1726 301 1743</box>
continuation-number: 17 <box>847 727 876 747</box>
continuation-number: 31 <box>340 357 369 377</box>
continuation-prefix: بقیہ <box>1327 94 1353 108</box>
continuation-paper-name: روزنامہ میزان کوئٹہ <box>727 722 811 751</box>
article-text: ا ب پ ت ٹ ث ج چ ح خ د ڈ ذ ر ڑ ز ژ س ش ص ض ط ظ ع غ ف ق ک گ ل م ن و ہ ی ے ا ب پ ت ٹ ث ج چ ح خ د ڈ ذ ر ڑ ز ژ س ش ص ض ط ظ ع غ ف ق ک گ ل م ن و ہ ی ے ا ب پ ت ٹ ث ج چ ح خ د ڈ ذ ر ڑ ز ژ س ش ص ض ط ظ ع غ ف ق ک گ ل م ن و ہ ی ے ا ب پ ت ٹ ث ج چ ح خ د ڈ ذ ر ڑ ز ژ س ش ص ض ط ظ ع غ ف ق ک گ ل م ن و ہ ی ے ا ب پ ت ٹ ث ج چ ح خ د ڈ ذ ر ڑ ز ژ س ش ص ض ط ظ ع غ ف ق ک گ ل م ن و ہ ی ے ا ب پ ت ٹ ث ج چ ح خ د ڈ ذ ر ڑ ز ژ س ش ص ض ط ظ ع غ ف ق ک گ ل م ن و ہ ی ے ا ب پ ت ٹ ث ج چ ح خ د ڈ ذ ر ڑ ز ژ س ش ص ض ط ظ ع غ ف ق ک گ ل م ن و ہ ی ے ا ب پ ت ٹ ث ج چ ح خ د ڈ ذ ر ڑ ز ژ س ش ص ض ط ظ ع غ ف ق ک گ ل م ن و ہ ی ے ا ب پ ت ٹ ث ج چ ح خ د ڈ ذ ر ڑ ز ژ س <box>1226 1509 1383 1891</box>
continuation-number: 26 <box>675 1595 704 1615</box>
continuation-number: 20 <box>847 1762 876 1782</box>
continuation-paper-name: روزنامہ میزان کوئٹہ <box>1075 1634 1146 1663</box>
continuation-label <box>1226 2189 1383 2215</box>
continuation-label <box>549 1125 708 1151</box>
continuation-prefix: بقیہ <box>986 377 1012 392</box>
article-text: ا ب پ ت ٹ ث ج چ ح خ د ڈ ذ ر ڑ ز ژ س ش ص ض ط ظ ع غ ف ق ک گ ل م ن و ہ ی ے ا ب پ ت ٹ ث ج چ ح خ د ڈ ذ ر ڑ ز ژ س ش ص ض ط ظ ع غ ف ق ک گ ل م ن و ہ ی ے ا ب پ ت ٹ ث ج چ ح خ د ڈ ذ ر ڑ ز ژ س ش ص ض ط ظ ع غ ف ق ک گ ل م ن و ہ ی ے ا ب پ ت ٹ ث ج چ ح خ د ڈ ذ ر ڑ ز ژ س ش ص ض ط ظ ع غ ف ق ک گ ل م ن و ہ ی ے ا ب پ ت ٹ ث ج چ ح خ د ڈ ذ ر ڑ ز ژ س ش ص ض ط ظ ع غ ف ق ک گ ل م ن و ہ ی ے ا ب پ ت ٹ ث ج چ ح خ د ڈ ذ ر ڑ <box>1226 1936 1383 2178</box>
continuation-number: 21 <box>675 445 704 465</box>
article-text: ا ب پ ت ٹ ث ج چ ح خ د ڈ ذ ر ڑ ز ژ س ش ص ض ط ظ ع غ ف ق ک گ ل م ن و ہ ی ے ا ب پ ت ٹ ث ج چ ح خ د ڈ ذ ر ڑ ز ژ س ش ص <box>549 1626 708 1692</box>
article-text: ا ب پ ت ٹ ث ج چ ح خ د ڈ ذ ر ڑ ز ژ س ش ص ض ط ظ ع غ ف ق ک گ ل م ن و ہ ی ے ا ب پ ت ٹ ث ج چ ح خ د ڈ ذ ر ڑ ز ژ س ش ص ض ط ظ ع غ ف ق ک گ ل م ن و ہ ی ے ا ب پ ت ٹ ث ج چ ح خ د ڈ ذ ر ڑ ز ژ س ش ص ض ط ظ ع غ ف ق ک گ ل م ن و ہ ی ے ا ب پ ت ٹ ث ج چ ح خ د ڈ ذ ر ڑ ز ژ س ش ص ض ط ظ ع غ ف ق ک گ ل م ن و ہ ی ے ا ب پ ت ٹ ث ج چ ح خ د ڈ ذ ر ڑ ز ژ س ش ص ض ط ظ ع غ ف ق ک گ ل م ن و ہ ی ے ا ب پ ت ٹ ث ج چ ح خ د ڈ ذ ر ڑ ز ژ س ش ص ض ط ظ ع غ ف ق ک گ ل م ن و ہ ی ے ا ب پ ت ٹ ث ج چ ح خ د <box>719 757 880 1034</box>
continuation-number: 12 <box>1017 767 1046 787</box>
continuation-paper-name: روزنامہ میزان کوئٹہ <box>1070 705 1154 733</box>
article-text: ا ب پ ت ٹ ث ج چ ح خ د ڈ ذ ر ڑ ز ژ س ش ص ض ط ظ ع غ ف ق ک گ ل م ن و ہ ی ے ا ب پ ت ٹ ث ج چ ح خ د ڈ ذ ر ڑ ز ژ س ش ص ض ط ظ ع غ ف ق ک گ ل م ن و ہ ی ے ا ب پ ت ٹ ث ج چ ح خ د ڈ ذ ر ڑ ز ژ س ش ص ض ط ظ ع غ ف ق ک گ ل م ن و ہ ی ے ا ب پ ت ٹ ث ج چ ح خ د ڈ ذ ر ڑ ز ژ س ش ص ض ط ظ ع غ ف ق ک گ ل م ن و ہ ی ے ا ب پ ت ٹ ث ج چ ح خ د ڈ ذ ر ڑ ز ژ س ش ص ض ط ظ ع غ ف ق ک گ ل م ن و ہ ی ے ا ب پ ت ٹ ث ج چ ح خ د ڈ ذ ر ڑ ز ژ س ش ص ض ط ظ ع غ ف ق ک گ ل م ن و ہ ی ے ا ب پ ت ٹ ث ج چ <box>891 1691 1050 1968</box>
article-text: ا ب پ ت ٹ ث ج چ ح خ د ڈ ذ ر ڑ ز ژ س ش ص ض ط ظ ع غ ف ق ک گ ل م ن و ہ ی ے ا ب پ ت ٹ ث ج چ ح خ د ڈ ذ ر ڑ ز ژ س ش ص ض ط ظ ع غ ف ق ک گ ل م ن و ہ ی ے ا ب پ ت ٹ ث ج چ ح خ د ڈ ذ ر ڑ ز ژ س ش ص ض ط ظ ع غ ف ق ک گ ل م ن و ہ ی ے ا ب پ ت ٹ ث ج چ ح خ د ڈ ذ ر ڑ ز ژ س ش ص ض ط ظ ع غ ف ق ک گ ل م ن و ہ ی ے ا ب پ ت ٹ ث ج چ ح خ د ڈ ذ ر ڑ ز ژ س ش ص ض ط ظ ع غ ف ق ک گ ل م ن و ہ ی ے ا ب پ ت ٹ ث ج چ ح خ د ڈ ذ ر ڑ ز ژ س ش ص ض ط ظ ع غ ف ق ک گ ل م ن و ہ ی ے ا ب پ ت ٹ ث ج چ ح خ د ڈ ذ ر ڑ ز ژ س ش ص ض ط ظ ع غ ف ق ک گ ل م ن و ہ ی ے ا ب پ ت ٹ ث ج چ ح خ د ڈ ذ ر ڑ ز ژ س ش ص ض ط ظ ع غ ف ق ک گ ل م ن و ہ ی ے ا ب پ ت ٹ ث ج چ ح خ د ڈ ذ ر ڑ ز ژ س ش ص ض ط ظ ع غ ف ق ک گ ل م ن و ہ ی ے ا ب پ ت ٹ ث ج چ ح خ د ڈ ذ ر ڑ ز ژ س ش ص ض ط <box>209 388 373 805</box>
continuation-paper-name: روزنامہ میزان کوئٹہ <box>555 1048 639 1077</box>
continuation-label <box>549 623 708 649</box>
continuation-paper-name: روزنامہ میزان کوئٹہ <box>897 1978 981 2007</box>
continuation-number: 15 <box>1017 1661 1046 1681</box>
continuation-label <box>891 372 1050 398</box>
article-text: ا ب پ ت ٹ ث ج چ ح خ د ڈ ذ ر ڑ ز ژ س ش ص ض ط ظ ع غ ف ق ک گ ل م ن و ہ ی ے ا ب پ ت ٹ ث ج چ ح خ د ڈ ذ ر ڑ ز ژ س ش ص ض ط ظ ع غ ف ق ک گ ل م ن و ہ ی ے ا ب پ ت ٹ ث ج چ ح خ د ڈ ذ ر ڑ ز ژ س ش ص ض ط ظ ع غ ف ق ک گ ل م ن و ہ ی ے ا ب پ ت ٹ ث ج چ ح خ د ڈ ذ ر ڑ ز ژ س ش ص ض ط ظ ع غ ف ق ک گ ل م ن و ہ ی ے ا ب پ ت ٹ ث ج چ ح خ د ڈ ذ ر ڑ ز ژ س ش ص ض ط ظ ع غ ف ق ک گ ل م ن و ہ ی ے ا ب پ ت ٹ ث ج چ ح خ د ڈ ذ ر ڑ ز ژ س ش ص ض ط ظ ع غ ف ق ک گ ل م ن و ہ ی ے ا ب پ ت ٹ ث ج چ ح خ د ڈ ذ ر ڑ ز ژ س ش ص ض ط ظ ع غ ف ق ک گ ل م ن و ہ ی ے ا ب پ ت ٹ ث ج چ ح خ د ڈ ذ ر ڑ ز ژ س ش ص ض ط ظ ع غ ف ق ک گ ل م ن و ہ ی ے ا ب پ ت ٹ ث ج چ ح خ د ڈ ذ ر ڑ ز ژ س ش ص ض ط ظ ع غ ف ق ک گ ل م ن و ہ ی ے ا ب پ ت ٹ ث ج چ <box>1226 478 1383 896</box>
continuation-label <box>384 372 538 398</box>
continuation-paper-name: روزنامہ میزان کوئٹہ <box>555 1124 639 1153</box>
continuation-paper-name: روزنامہ میزان کوئٹہ <box>398 943 469 972</box>
continuation-label <box>549 1376 708 1402</box>
continuation-paper-name: روزنامہ میزان کوئٹہ <box>555 621 639 650</box>
continuation-number: 29 <box>505 837 534 857</box>
continuation-label <box>1226 445 1383 471</box>
continuation-prefix: بقیہ <box>644 1708 670 1723</box>
continuation-number: 14 <box>1017 1445 1046 1465</box>
tender-footer <box>10 2525 346 2548</box>
continuation-number: 19 <box>847 1405 876 1425</box>
continuation-label <box>1061 1636 1215 1662</box>
